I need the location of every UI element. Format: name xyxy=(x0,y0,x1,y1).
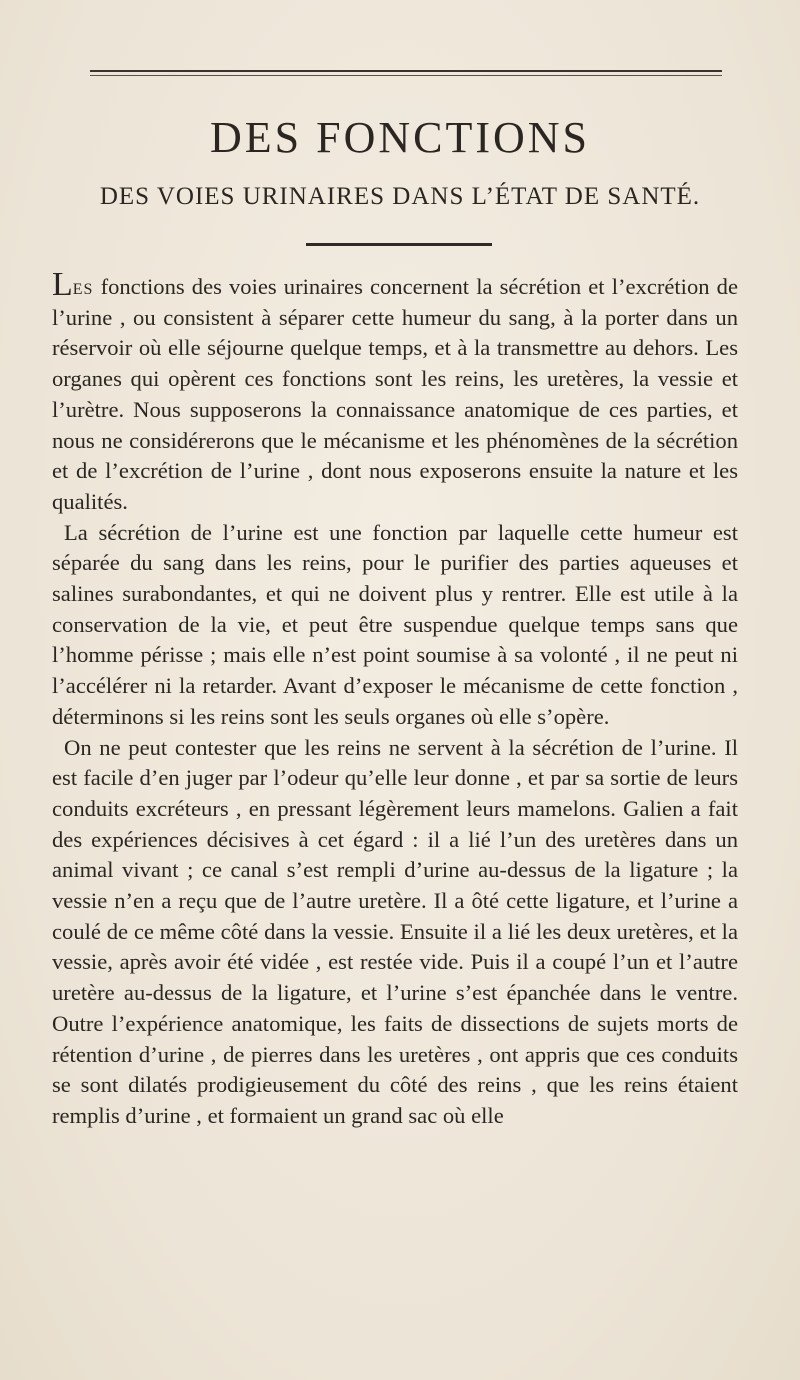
section-divider xyxy=(306,243,492,246)
paragraph-text: fonctions des voies urinaires concernent la sécrétion et l’excrétion de l’urine , ou consistent à séparer cette humeur du sang, à la porter dans un réservoir où elle séjourne quelque temps, et à la transmettre au dehors. Les organes qui opèrent ces fonctions sont les reins, les uretères, la vessie et l’urètre. Nous supposerons la connaissance anatomique de ces parties, et nous ne considérerons que le mécanisme et les phénomènes de la sécrétion et de l’excrétion de l’urine , dont nous exposerons ensuite la nature et les qualités. xyxy=(52,274,738,514)
paragraph-text: La sécrétion de l’urine est une fonction par laquelle cette humeur est séparée du sang dans les reins, pour le purifier des parties aqueuses et salines surabondantes, et qui ne doivent plus y rentrer. Elle est utile à la conservation de la vie, et peut être suspendue quelque temps sans que l’homme périsse ; mais elle n’est point soumise à sa volonté , il ne peut ni l’accélérer ni la retarder. Avant d’exposer le mécanisme de cette fonction , déterminons si les reins sont les seuls organes où elle s’opère. xyxy=(52,519,738,729)
page-subtitle: DES VOIES URINAIRES DANS L’ÉTAT DE SANTÉ. xyxy=(99,183,701,210)
lead-in: es xyxy=(72,274,94,299)
top-double-rule-thin xyxy=(90,75,722,76)
page-title: DES FONCTIONS xyxy=(209,113,591,162)
drop-cap: L xyxy=(52,266,73,303)
paragraph-text: On ne peut contester que les reins ne servent à la sécrétion de l’urine. Il est facile d’en juger par l’odeur qu’elle leur donne , et par sa sortie de leurs conduits excréteurs , en pressant légèrement leurs mamelons. Galien a fait des expériences décisives à cet égard : il a lié l’un des uretères dans un animal vivant ; ce canal s’est rempli d’urine au-dessus de la ligature ; la vessie n’en a reçu que de l’autre uretère. Il a ôté cette ligature, et l’urine a coulé de ce même côté dans la vessie. Ensuite il a lié les deux uretères, et la vessie, après avoir été vidée , est restée vide. Puis il a coupé l’un et l’autre uretère au-dessus de la ligature, et l’urine s’est épanchée dans le ventre. Outre l’expérience anatomique, les faits de dissections de sujets morts de rétention d’urine , de pierres dans les uretères , ont appris que ces conduits se sont dilatés prodigieusement du côté des reins , que les reins étaient remplis d’urine , et formaient un grand sac où elle xyxy=(52,734,738,1128)
top-double-rule xyxy=(90,70,722,72)
paragraph-3 xyxy=(52,733,738,1132)
body-text xyxy=(52,266,738,1132)
paragraph-1 xyxy=(52,266,738,518)
paragraph-2 xyxy=(52,518,738,733)
